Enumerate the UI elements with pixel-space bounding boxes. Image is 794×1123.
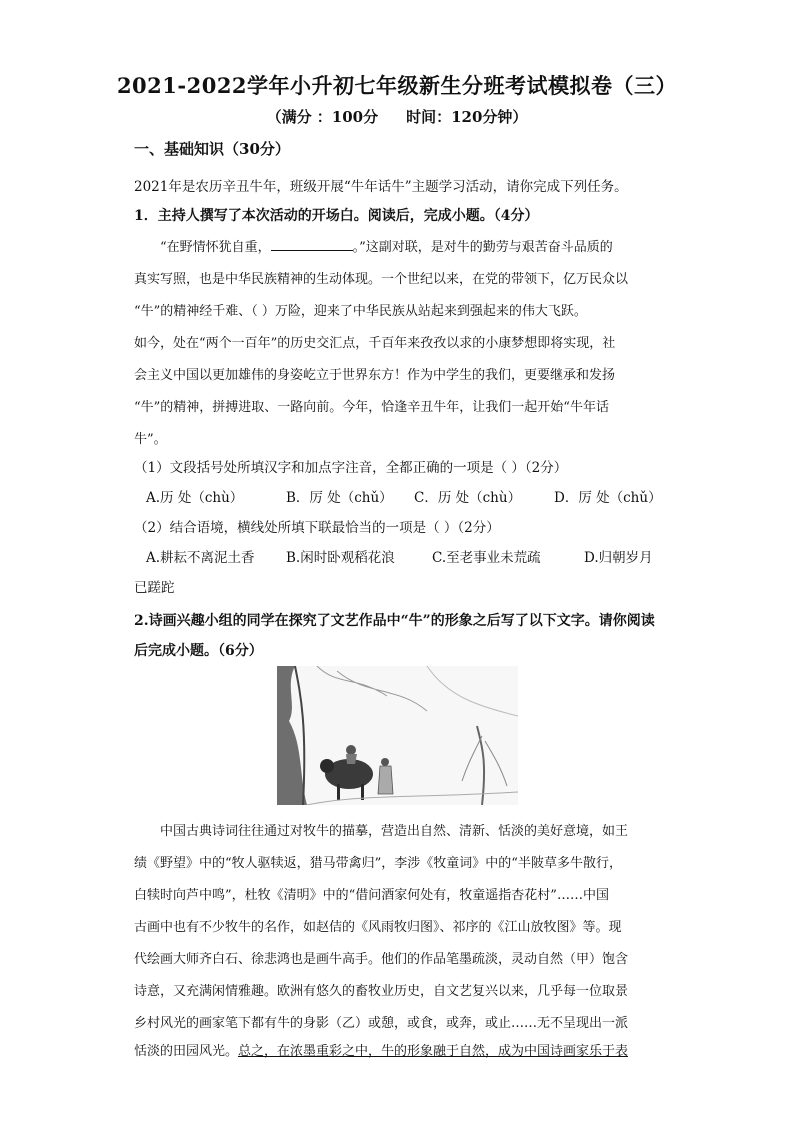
question-1-title: 1．主持人撰写了本次活动的开场白。阅读后，完成小题。（4分） [134, 208, 539, 224]
q2-paragraph-line: 古画中也有不少牧牛的名作，如赵佶的《风雨牧归图》、祁序的《江山放牧图》等。现 [134, 920, 622, 935]
sub-question-2-stem: （2）结合语境，横线处所填下联最恰当的一项是（ ）（2分） [134, 520, 500, 536]
option-a[interactable]: A.耕耘不离泥土香 [146, 550, 255, 566]
q1-paragraph-line: 真实写照，也是中华民族精神的生动体现。一个世纪以来，在党的带领下，亿万民众以 [134, 272, 629, 287]
q1-paragraph-line: 如今，处在“两个一百年”的历史交汇点，千百年来孜孜以求的小康梦想即将实现，社 [134, 336, 616, 351]
q2-paragraph-line: 恬淡的田园风光。总之，在浓墨重彩之中，牛的形象融于自然，成为中国诗画家乐于表 [134, 1044, 629, 1059]
q2-paragraph-line: 代绘画大师齐白石、徐悲鸿也是画牛高手。他们的作品笔墨疏淡，灵动自然（甲）饱含 [134, 952, 629, 967]
question-2-title: 2.诗画兴趣小组的同学在探究了文艺作品中“牛”的形象之后写了以下文字。请你阅读 [134, 613, 655, 629]
q2-paragraph-line: 中国古典诗词往往通过对牧牛的描摹，营造出自然、清新、恬淡的美好意境，如王 [160, 824, 629, 839]
q1-paragraph-line: “牛”的精神经千难、（ ）万险，迎来了中华民族从站起来到强起来的伟大飞跃。 [134, 304, 587, 319]
q2-paragraph-line: 乡村风光的画家笔下都有牛的身影（乙）或憩，或食，或奔，或止……无不呈现出一派 [134, 1016, 629, 1031]
q1-paragraph-line: “牛”的精神，拼搏进取、一路向前。今年，恰逢辛丑牛年，让我们一起开始“牛年话 [134, 400, 609, 415]
q1-paragraph-line: 牛”。 [134, 432, 167, 447]
question-2-title-cont: 后完成小题。（6分） [134, 643, 263, 659]
option-b[interactable]: B．厉 处（chǔ） [286, 490, 393, 506]
section-intro: 2021年是农历辛丑牛年，班级开展“牛年话牛”主题学习活动，请你完成下列任务。 [134, 179, 628, 195]
q1-paragraph-line: “在野情怀犹自重， 。”这副对联，是对牛的勤劳与艰苦奋斗品质的 [160, 240, 613, 255]
q2-paragraph-line: 诗意，又充满闲情雅趣。欧洲有悠久的畜牧业历史，自文艺复兴以来，几乎每一位取景 [134, 984, 629, 999]
q2-paragraph-line: 绩《野望》中的“牧人驱犊返，猎马带禽归”，李涉《牧童词》中的“半陂草多牛散行， [134, 856, 622, 871]
ink-painting-illustration [277, 666, 518, 805]
score-label: （满分 ：100分 [266, 108, 379, 126]
option-d[interactable]: D.归朝岁月 [584, 550, 653, 566]
page-title: 2021-2022学年小升初七年级新生分班考试模拟卷（三） [116, 73, 678, 98]
option-b[interactable]: B.闲时卧观稻花浪 [286, 550, 395, 566]
underlined-sentence: 总之，在浓墨重彩之中，牛的形象融于自然，成为中国诗画家乐于表 [238, 1044, 629, 1059]
option-c[interactable]: C．历 处（chù） [414, 490, 522, 506]
section-heading: 一、基础知识（30分） [134, 140, 290, 158]
option-d-wrap: 已蹉跎 [134, 580, 175, 596]
sub-question-1-stem: （1）文段括号处所填汉字和加点字注音，全都正确的一项是（ ）（2分） [134, 460, 568, 476]
time-label: 时间：120分钟） [406, 108, 528, 126]
answer-blank[interactable] [271, 240, 353, 251]
option-a[interactable]: A.历 处（chù） [146, 490, 244, 506]
option-c[interactable]: C.至老事业未荒疏 [432, 550, 541, 566]
option-d[interactable]: D．厉 处（chǔ） [554, 490, 662, 506]
exam-meta [0, 106, 794, 127]
q2-paragraph-line: 白犊时向芦中鸣”，杜牧《清明》中的“借问酒家何处有，牧童遥指杏花村”……中国 [134, 888, 609, 903]
q1-paragraph-line: 会主义中国以更加雄伟的身姿屹立于世界东方！作为中学生的我们，更要继承和发扬 [134, 368, 616, 383]
